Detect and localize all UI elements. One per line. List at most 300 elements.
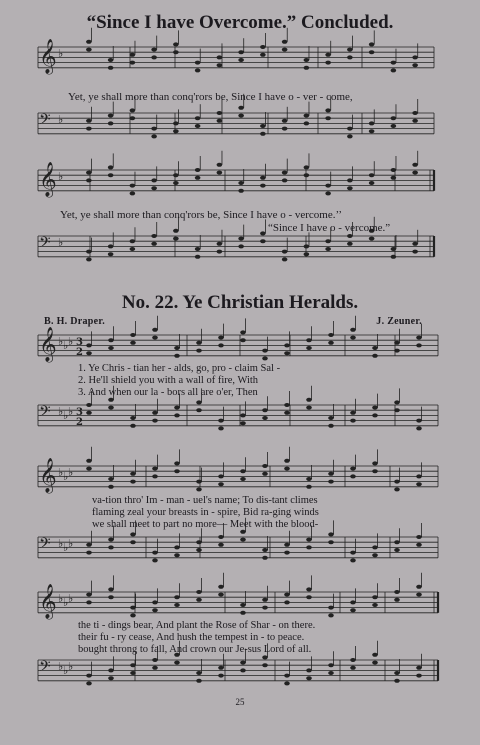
note-head [108,406,114,410]
flat-icon: ♭ [63,409,69,422]
note-head [196,487,202,491]
system1-lyric: Yet, ye shall more than conq'rors be, Since I have o - ver - come, [68,91,353,103]
note-head [284,459,290,463]
note-head [108,595,114,599]
note-head [218,482,224,486]
flat-icon: ♭ [68,405,74,418]
note-head [86,351,92,355]
flat-icon: ♭ [58,113,64,126]
note-head [130,532,136,536]
note-head [108,244,114,248]
note-head [86,411,92,415]
note-head [151,55,157,59]
note-head [151,134,157,138]
note-head [195,255,201,259]
note-head [306,406,312,410]
note-head [218,474,224,478]
note-head [306,668,312,672]
note-head [130,540,136,544]
note-head [130,613,136,617]
bass-clef-icon: 𝄢 [39,111,51,132]
note-head [108,477,114,481]
note-head [108,338,114,342]
flat-icon: ♭ [63,541,69,554]
note-head [152,467,158,471]
note-head [262,349,268,353]
note-head [372,603,378,607]
note-head [130,53,136,57]
composer-credit: J. Zeuner. [376,316,422,327]
note-head [369,121,375,125]
treble-clef-icon: 𝄞 [39,584,57,619]
flat-icon: ♭ [63,664,69,677]
note-head [86,40,92,44]
note-head [240,477,246,481]
note-head [108,165,114,169]
note-head [262,606,268,610]
note-head [130,416,136,420]
note-head [130,191,136,195]
note-head [86,171,92,175]
note-head [86,48,92,52]
note-head [108,173,114,177]
note-head [173,121,179,125]
note-head [394,590,400,594]
note-head [325,108,331,112]
note-head [284,600,290,604]
note-head [238,244,244,248]
note-head [217,171,223,175]
note-head [130,480,136,484]
flat-icon: ♭ [63,470,69,483]
note-head [152,600,158,604]
note-head [108,545,114,549]
note-head [240,603,246,607]
note-head [196,408,202,412]
note-head [391,176,397,180]
note-head [240,538,246,542]
note-head [260,132,266,136]
note-head [151,127,157,131]
note-head [347,55,353,59]
note-head [86,343,92,347]
note-head [108,676,114,680]
note-head [130,663,136,667]
note-head [240,421,246,425]
note-head [416,482,422,486]
note-head [262,356,268,360]
note-head [195,168,201,172]
note-head [173,50,179,54]
note-head [372,406,378,410]
note-head [304,114,310,118]
note-head [108,398,114,402]
system5-verse-3: bought throng to fall, And crown our Je-sus Lord of all. [78,644,312,655]
note-head [282,257,288,261]
note-head [174,661,180,665]
note-head [174,413,180,417]
note-head [130,108,136,112]
note-head [196,480,202,484]
note-head [130,239,136,243]
note-head [130,606,136,610]
note-head [151,48,157,52]
note-head [86,681,92,685]
note-head [217,111,223,115]
note-head [394,341,400,345]
flat-icon: ♭ [58,335,64,348]
note-head [218,419,224,423]
note-head [108,121,114,125]
note-head [412,242,418,246]
concluded-title: “Since I have Overcome.” Concluded. [86,12,394,33]
note-head [108,114,114,118]
note-head [284,467,290,471]
note-head [217,55,223,59]
note-head [416,535,422,539]
note-head [394,679,400,683]
note-head [86,459,92,463]
note-head [304,165,310,169]
note-head [195,68,201,72]
note-head [369,173,375,177]
note-head [350,600,356,604]
note-head [130,184,136,188]
note-head [174,346,180,350]
note-head [152,666,158,670]
note-head [328,540,334,544]
flat-icon: ♭ [58,170,64,183]
note-head [108,587,114,591]
note-head [350,558,356,562]
note-head [260,53,266,57]
note-head [262,408,268,412]
note-head [196,598,202,602]
flat-icon: ♭ [58,47,64,60]
note-head [284,593,290,597]
note-head [196,341,202,345]
flat-icon: ♭ [68,466,74,479]
time-signature-bottom-1: 2 [76,347,83,358]
note-head [347,234,353,238]
note-head [328,671,334,675]
note-head [282,171,288,175]
note-head [328,663,334,667]
system2-lyric: Yet, ye shall more than conq'rors be, Since I have o - vercome.’’ [60,209,342,221]
note-head [196,548,202,552]
note-head [350,666,356,670]
note-head [416,343,422,347]
note-head [282,119,288,123]
note-head [306,338,312,342]
flat-icon: ♭ [68,537,74,550]
system4-verse-3: we shall meet to part no more— Meet with the blood- [92,519,319,530]
note-head [328,480,334,484]
note-head [391,68,397,72]
note-head [306,346,312,350]
note-head [260,176,266,180]
note-head [218,343,224,347]
system3-verse-3: 3. And when our la - bors all are o'er, Then [78,387,258,398]
note-head [262,464,268,468]
page-number: 25 [235,697,245,707]
note-head [260,184,266,188]
note-head [325,116,331,120]
flat-icon: ♭ [68,335,74,348]
note-head [195,116,201,120]
system5-verse-1: the ti - dings bear, And plant the Rose of Shar - on there. [78,620,316,631]
note-head [416,593,422,597]
note-head [260,239,266,243]
note-head [328,424,334,428]
note-head [262,548,268,552]
note-head [217,163,223,167]
note-head [196,540,202,544]
note-head [328,606,334,610]
note-head [347,134,353,138]
note-head [350,474,356,478]
flat-icon: ♭ [58,592,64,605]
note-head [152,474,158,478]
note-head [306,587,312,591]
note-head [238,114,244,118]
note-head [394,671,400,675]
note-head [196,400,202,404]
note-head [217,63,223,67]
note-head [391,255,397,259]
bass-clef-icon: 𝄢 [39,535,51,556]
note-head [328,333,334,337]
note-head [372,413,378,417]
note-head [195,124,201,128]
note-head [260,231,266,235]
note-head [260,124,266,128]
note-head [306,595,312,599]
note-head [195,176,201,180]
note-head [394,487,400,491]
note-head [262,655,268,659]
note-head [173,237,179,241]
note-head [325,184,331,188]
note-head [174,461,180,465]
note-head [372,469,378,473]
note-head [217,119,223,123]
note-head [108,668,114,672]
note-head [130,247,136,251]
system5-verse-2: their fu - ry cease, And hush the tempest in - to peace. [78,632,305,643]
note-head [391,61,397,65]
note-head [152,658,158,662]
note-head [350,608,356,612]
note-head [284,411,290,415]
note-head [152,558,158,562]
note-head [238,189,244,193]
note-head [218,674,224,678]
note-head [372,354,378,358]
note-head [218,666,224,670]
note-head [412,55,418,59]
note-head [304,173,310,177]
note-head [347,178,353,182]
note-head [394,598,400,602]
note-head [238,181,244,185]
note-head [416,666,422,670]
note-head [86,250,92,254]
note-head [218,593,224,597]
note-head [304,66,310,70]
treble-clef-icon: 𝄞 [39,327,57,362]
note-head [86,178,92,182]
note-head [325,61,331,65]
note-head [325,191,331,195]
note-head [174,595,180,599]
system4-verse-1: va-tion thro' Im - man - uel's name; To dis-tant climes [92,495,318,506]
note-head [350,419,356,423]
note-head [130,671,136,675]
note-head [284,351,290,355]
note-head [391,116,397,120]
note-head [284,551,290,555]
note-head [130,61,136,65]
author-credit: B. H. Draper. [44,316,106,327]
note-head [416,419,422,423]
note-head [152,608,158,612]
note-head [416,336,422,340]
note-head [325,53,331,57]
note-head [173,173,179,177]
note-head [151,178,157,182]
note-head [394,400,400,404]
treble-clef-icon: 𝄞 [39,162,57,197]
note-head [372,653,378,657]
note-head [151,234,157,238]
note-head [284,403,290,407]
note-head [86,600,92,604]
note-head [196,671,202,675]
note-head [240,338,246,342]
system3-verse-1: 1. Ye Chris - tian her - alds, go, pro - claim Sal - [78,363,281,374]
note-head [412,63,418,67]
note-head [347,127,353,131]
note-head [238,106,244,110]
note-head [152,336,158,340]
flat-icon: ♭ [58,236,64,249]
note-head [240,668,246,672]
note-head [152,328,158,332]
note-head [282,250,288,254]
note-head [260,45,266,49]
note-head [347,242,353,246]
note-head [391,168,397,172]
note-head [238,50,244,54]
note-head [240,530,246,534]
note-head [412,119,418,123]
flat-icon: ♭ [58,466,64,479]
time-signature-top-2: 3 [76,407,83,418]
note-head [218,426,224,430]
note-head [394,540,400,544]
note-head [218,585,224,589]
note-head [325,247,331,251]
note-head [151,242,157,246]
note-head [304,121,310,125]
note-head [394,548,400,552]
note-head [173,181,179,185]
note-head [130,333,136,337]
note-head [328,613,334,617]
flat-icon: ♭ [58,405,64,418]
note-head [372,346,378,350]
note-head [218,535,224,539]
note-head [174,469,180,473]
note-head [416,674,422,678]
note-head [391,124,397,128]
note-head [391,247,397,251]
note-head [152,411,158,415]
note-head [394,480,400,484]
system4-verse-2: flaming zeal your breasts in - spire, Bid ra-ging winds [92,507,319,518]
note-head [369,181,375,185]
note-head [350,467,356,471]
note-head [347,186,353,190]
note-head [306,538,312,542]
note-head [369,50,375,54]
note-head [372,553,378,557]
note-head [240,330,246,334]
note-head [238,58,244,62]
note-head [284,674,290,678]
flat-icon: ♭ [58,660,64,673]
note-head [108,485,114,489]
note-head [282,40,288,44]
note-head [284,543,290,547]
note-head [240,661,246,665]
note-head [108,346,114,350]
note-head [173,42,179,46]
note-head [282,48,288,52]
note-head [195,61,201,65]
note-head [306,545,312,549]
note-head [306,676,312,680]
note-head [325,239,331,243]
note-head [217,250,223,254]
note-head [372,545,378,549]
note-head [196,349,202,353]
flat-icon: ♭ [68,592,74,605]
note-head [350,658,356,662]
time-signature-bottom-2: 2 [76,417,83,428]
note-head [195,247,201,251]
note-head [174,354,180,358]
note-head [416,474,422,478]
note-head [174,545,180,549]
note-head [284,343,290,347]
note-head [416,426,422,430]
note-head [217,242,223,246]
note-head [372,595,378,599]
note-head [86,674,92,678]
note-head [130,116,136,120]
note-head [218,543,224,547]
treble-clef-icon: 𝄞 [39,458,57,493]
flat-icon: ♭ [58,537,64,550]
note-head [108,58,114,62]
note-head [328,472,334,476]
note-head [86,467,92,471]
note-head [262,556,268,560]
note-head [394,408,400,412]
note-head [240,611,246,615]
